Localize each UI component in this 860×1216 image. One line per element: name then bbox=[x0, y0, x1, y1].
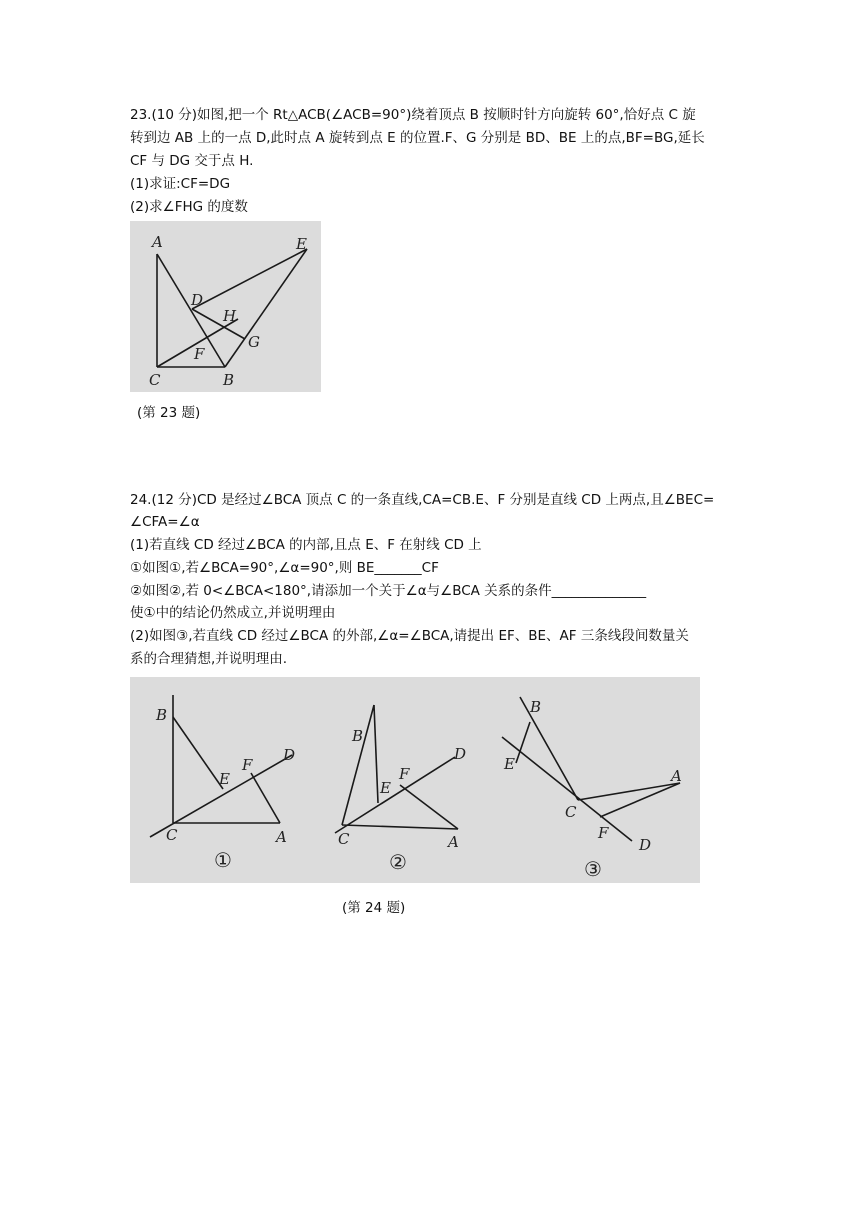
fig3-label-C: C bbox=[565, 803, 577, 821]
fig3-label-E: E bbox=[504, 755, 515, 773]
q23-line-3: CF 与 DG 交于点 H. bbox=[130, 153, 254, 169]
fig2-label-A: A bbox=[448, 833, 459, 851]
fig1-label-F: F bbox=[242, 756, 253, 774]
q23-label-B: B bbox=[223, 371, 235, 389]
fig3-number: ③ bbox=[584, 857, 602, 881]
q24-line-2: ∠CFA=∠α bbox=[130, 514, 200, 530]
fig2-label-C: C bbox=[338, 830, 350, 848]
q23-figure bbox=[130, 221, 321, 392]
q24-figure bbox=[130, 677, 700, 883]
fig1-label-E: E bbox=[219, 770, 230, 788]
fig2-number: ② bbox=[389, 850, 407, 874]
q23-caption: (第 23 题) bbox=[137, 405, 201, 421]
q24-line-4: ①如图①,若∠BCA=90°,∠α=90°,则 BE_______CF bbox=[130, 560, 439, 576]
fig3-label-A: A bbox=[671, 767, 682, 785]
fig1-number: ① bbox=[214, 848, 232, 872]
q24-line-3: (1)若直线 CD 经过∠BCA 的内部,且点 E、F 在射线 CD 上 bbox=[130, 537, 482, 553]
fig1-label-B: B bbox=[156, 706, 168, 724]
q24-line-6: 使①中的结论仍然成立,并说明理由 bbox=[130, 605, 336, 621]
q24-line-7: (2)如图③,若直线 CD 经过∠BCA 的外部,∠α=∠BCA,请提出 EF、BE、AF 三条线段间数量关 bbox=[130, 628, 689, 644]
fig1-label-A: A bbox=[276, 828, 287, 846]
q23-label-D: D bbox=[191, 291, 204, 309]
fig1-label-D: D bbox=[283, 746, 296, 764]
fig2-label-E: E bbox=[380, 779, 391, 797]
fig2-label-D: D bbox=[454, 745, 467, 763]
q23-line-2: 转到边 AB 上的一点 D,此时点 A 旋转到点 E 的位置.F、G 分别是 BD、BE 上的点,BF=BG,延长 bbox=[130, 130, 705, 146]
fig3-label-D: D bbox=[639, 836, 652, 854]
q23-part-2: (2)求∠FHG 的度数 bbox=[130, 199, 248, 215]
q24-caption: (第 24 题) bbox=[342, 900, 406, 916]
q23-line-1: 23.(10 分)如图,把一个 Rt△ACB(∠ACB=90°)绕着顶点 B 按顺时针方向旋转 60°,恰好点 C 旋 bbox=[130, 107, 696, 123]
fig2-label-F: F bbox=[399, 765, 410, 783]
q23-label-F: F bbox=[194, 345, 205, 363]
q23-label-E: E bbox=[296, 235, 307, 253]
q24-line-8: 系的合理猜想,并说明理由. bbox=[130, 651, 288, 667]
fig1-label-C: C bbox=[166, 826, 178, 844]
q23-label-C: C bbox=[149, 371, 161, 389]
q24-line-5: ②如图②,若 0<∠BCA<180°,请添加一个关于∠α与∠BCA 关系的条件______________ bbox=[130, 583, 647, 599]
q23-label-G: G bbox=[248, 333, 260, 351]
q24-line-1: 24.(12 分)CD 是经过∠BCA 顶点 C 的一条直线,CA=CB.E、F 分别是直线 CD 上两点,且∠BEC= bbox=[130, 492, 715, 508]
q23-label-H: H bbox=[223, 307, 237, 325]
q23-part-1: (1)求证:CF=DG bbox=[130, 176, 231, 192]
q23-label-A: A bbox=[152, 233, 163, 251]
fig2-label-B: B bbox=[352, 727, 364, 745]
fig3-label-F: F bbox=[598, 824, 609, 842]
fig3-label-B: B bbox=[530, 698, 542, 716]
